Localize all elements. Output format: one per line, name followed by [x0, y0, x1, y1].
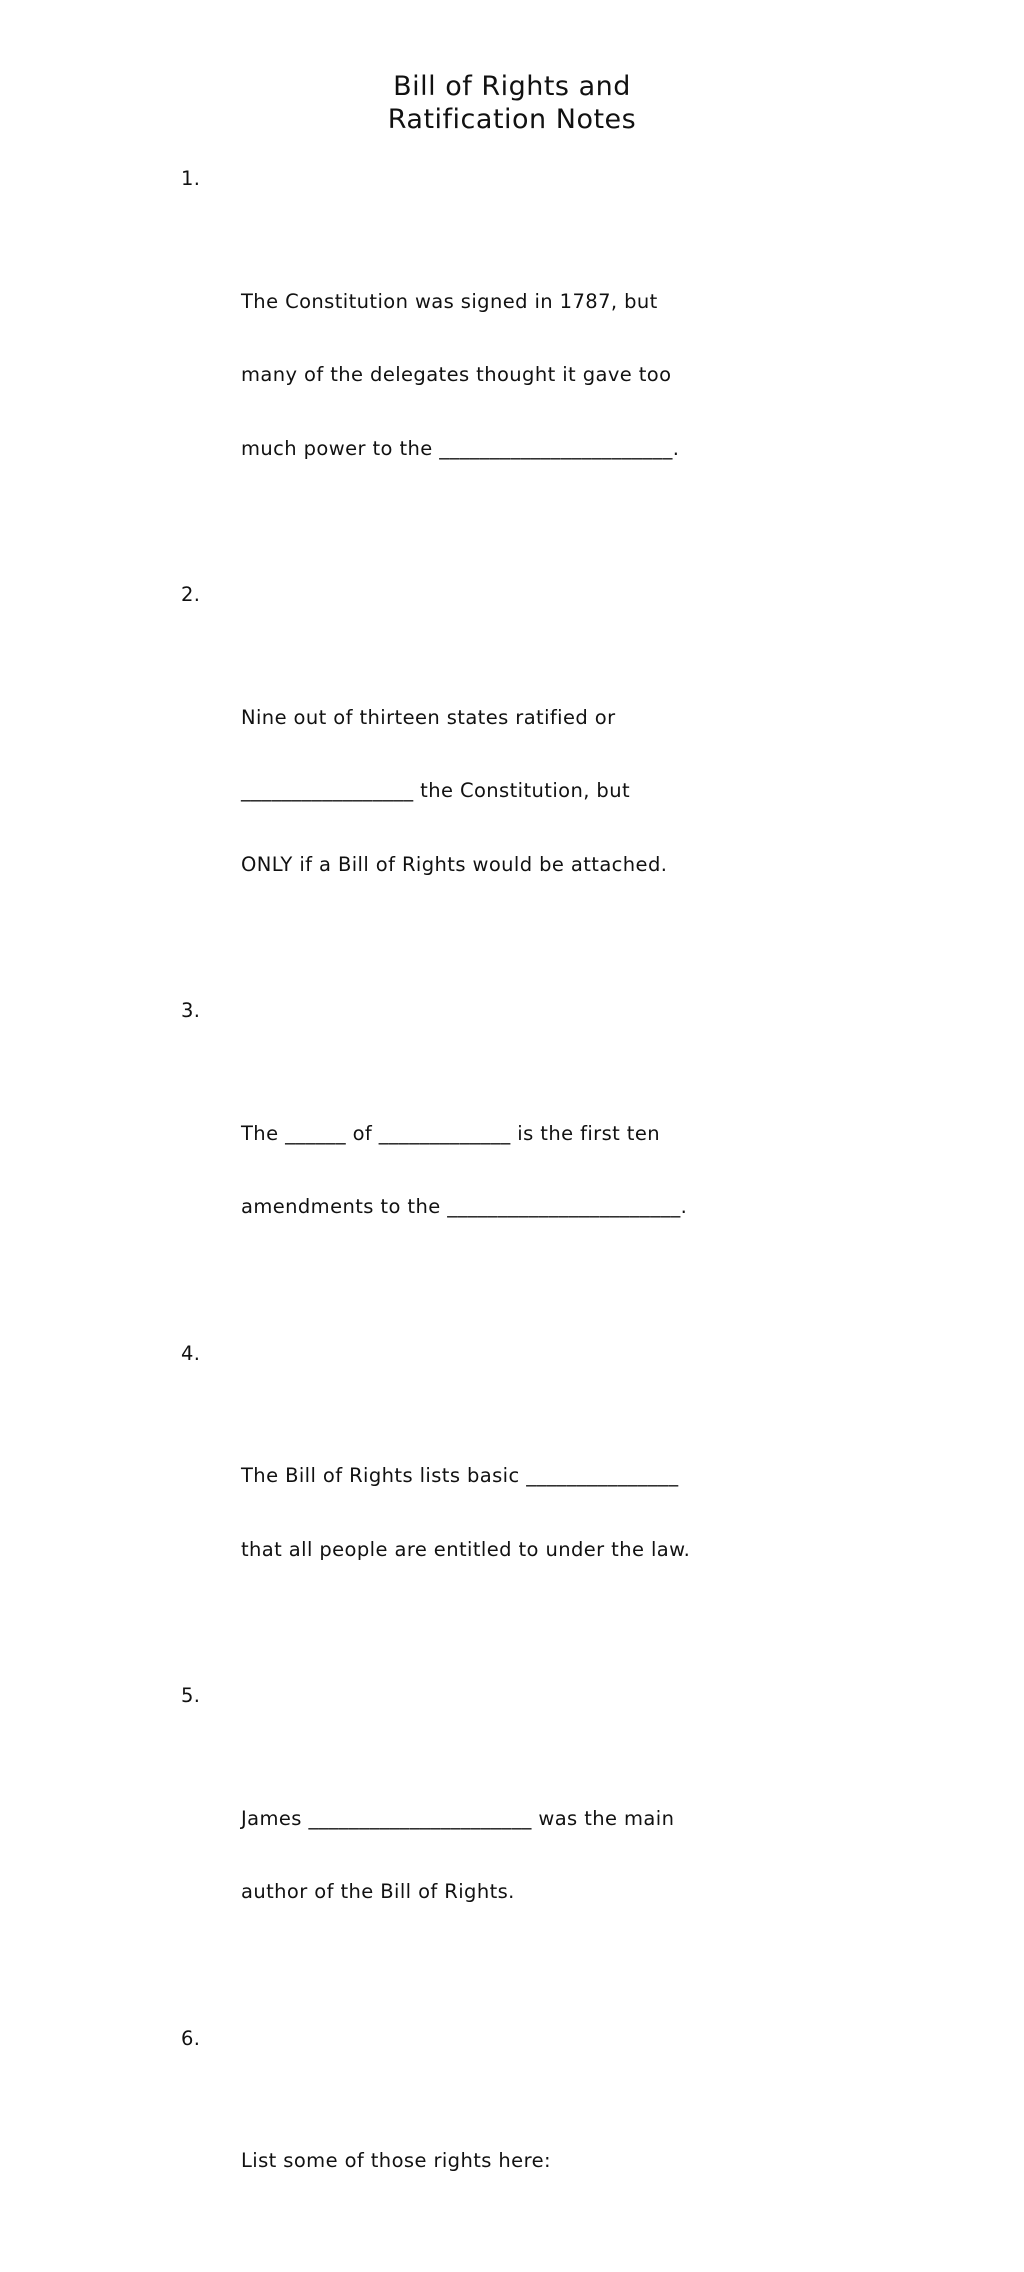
question-line: author of the Bill of Rights. [241, 1880, 515, 1903]
question-line: List some of those rights here: [241, 2149, 551, 2172]
question-text [241, 1073, 901, 1269]
question-4 [181, 1342, 901, 1661]
question-number: 1. [181, 167, 201, 190]
question-list [181, 167, 901, 2272]
title-line-2: Ratification Notes [387, 104, 637, 135]
question-number: 5. [181, 1684, 201, 1707]
question-text [241, 1758, 901, 1954]
question-5 [181, 1684, 901, 2003]
question-number: 2. [181, 583, 201, 606]
question-line: that all people are entitled to under the law. [241, 1537, 691, 1561]
worksheet-title [0, 70, 1024, 136]
question-line: much power to the _______________________. [241, 436, 680, 460]
question-number: 3. [181, 999, 201, 1022]
question-text [241, 657, 901, 927]
question-line: James ______________________ was the main [241, 1806, 675, 1830]
question-line: amendments to the _______________________. [241, 1195, 688, 1218]
question-2 [181, 583, 901, 975]
question-3 [181, 999, 901, 1318]
question-text [241, 241, 901, 511]
question-line: many of the delegates thought it gave too [241, 363, 672, 386]
question-line: Nine out of thirteen states ratified or [241, 705, 616, 729]
question-line: _________________ the Constitution, but [241, 779, 631, 802]
question-line: The Bill of Rights lists basic _______________ [241, 1464, 679, 1487]
question-line: The Constitution was signed in 1787, but [241, 289, 658, 313]
question-6 [181, 2027, 901, 2272]
question-line: ONLY if a Bill of Rights would be attached. [241, 852, 668, 876]
question-text [241, 1415, 901, 1611]
question-1 [181, 167, 901, 559]
question-number: 6. [181, 2026, 201, 2050]
question-text [241, 2100, 901, 2223]
question-line: The ______ of _____________ is the first ten [241, 1121, 660, 1145]
question-number: 4. [181, 1341, 201, 1365]
title-line-1: Bill of Rights and [393, 71, 631, 102]
